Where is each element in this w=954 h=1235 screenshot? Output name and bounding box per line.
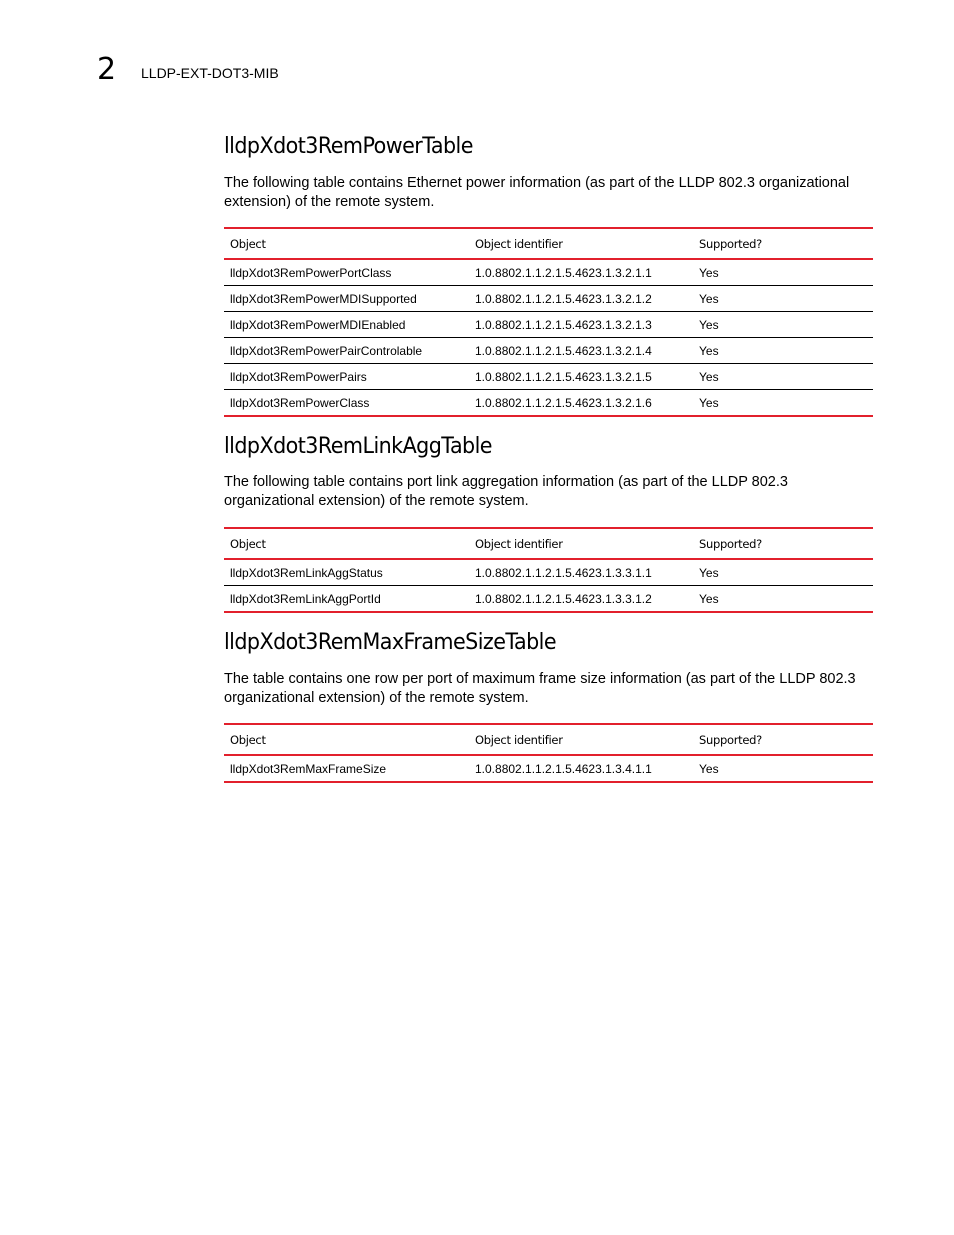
object-cell: lldpXdot3RemPowerPairs [224,364,469,390]
section-title: lldpXdot3RemLinkAggTable [224,434,492,459]
column-header-object-identifier: Object identifier [469,528,693,559]
object-cell: lldpXdot3RemPowerPortClass [224,259,469,286]
chapter-number: 2 [97,52,117,87]
identifier-cell: 1.0.8802.1.1.2.1.5.4623.1.3.2.1.5 [469,364,693,390]
supported-cell: Yes [693,312,873,338]
object-cell: lldpXdot3RemPowerPairControlable [224,338,469,364]
supported-cell: Yes [693,286,873,312]
supported-cell: Yes [693,755,873,782]
table-row [224,586,873,613]
identifier-cell: 1.0.8802.1.1.2.1.5.4623.1.3.2.1.1 [469,259,693,286]
table-row [224,259,873,286]
identifier-cell: 1.0.8802.1.1.2.1.5.4623.1.3.2.1.6 [469,390,693,417]
column-header-object-identifier: Object identifier [469,228,693,259]
column-header-object: Object [224,724,469,755]
column-header-object: Object [224,228,469,259]
supported-cell: Yes [693,559,873,586]
object-cell: lldpXdot3RemPowerMDISupported [224,286,469,312]
table-header-row [224,228,873,259]
supported-cell: Yes [693,390,873,417]
running-title: LLDP-EXT-DOT3-MIB [141,65,279,81]
table-row [224,286,873,312]
table-header-row [224,724,873,755]
section-intro: The following table contains port link aggregation information (as part of the LLDP 802.3 organizational extension) of the remote system. [224,474,788,509]
column-header-object: Object [224,528,469,559]
section-title: lldpXdot3RemMaxFrameSizeTable [224,630,557,655]
table-row [224,755,873,782]
supported-cell: Yes [693,364,873,390]
identifier-cell: 1.0.8802.1.1.2.1.5.4623.1.3.2.1.3 [469,312,693,338]
table-header-row [224,528,873,559]
table-row [224,338,873,364]
supported-cell: Yes [693,259,873,286]
table-row [224,390,873,417]
section-intro: The table contains one row per port of maximum frame size information (as part of the LLDP 802.3 organizational extension) of the remote system. [224,671,856,706]
mib-table [224,227,873,417]
column-header-supported: Supported? [693,528,873,559]
mib-table [224,527,873,613]
section-title: lldpXdot3RemPowerTable [224,134,473,159]
object-cell: lldpXdot3RemPowerClass [224,390,469,417]
mib-table [224,723,873,783]
identifier-cell: 1.0.8802.1.1.2.1.5.4623.1.3.3.1.1 [469,559,693,586]
table-row [224,559,873,586]
column-header-object-identifier: Object identifier [469,724,693,755]
identifier-cell: 1.0.8802.1.1.2.1.5.4623.1.3.2.1.4 [469,338,693,364]
identifier-cell: 1.0.8802.1.1.2.1.5.4623.1.3.2.1.2 [469,286,693,312]
table-row [224,312,873,338]
object-cell: lldpXdot3RemPowerMDIEnabled [224,312,469,338]
identifier-cell: 1.0.8802.1.1.2.1.5.4623.1.3.4.1.1 [469,755,693,782]
supported-cell: Yes [693,338,873,364]
object-cell: lldpXdot3RemLinkAggStatus [224,559,469,586]
table-row [224,364,873,390]
object-cell: lldpXdot3RemLinkAggPortId [224,586,469,613]
object-cell: lldpXdot3RemMaxFrameSize [224,755,469,782]
column-header-supported: Supported? [693,228,873,259]
supported-cell: Yes [693,586,873,613]
identifier-cell: 1.0.8802.1.1.2.1.5.4623.1.3.3.1.2 [469,586,693,613]
section-intro: The following table contains Ethernet power information (as part of the LLDP 802.3 organizational extension) of the remote system. [224,175,850,210]
column-header-supported: Supported? [693,724,873,755]
